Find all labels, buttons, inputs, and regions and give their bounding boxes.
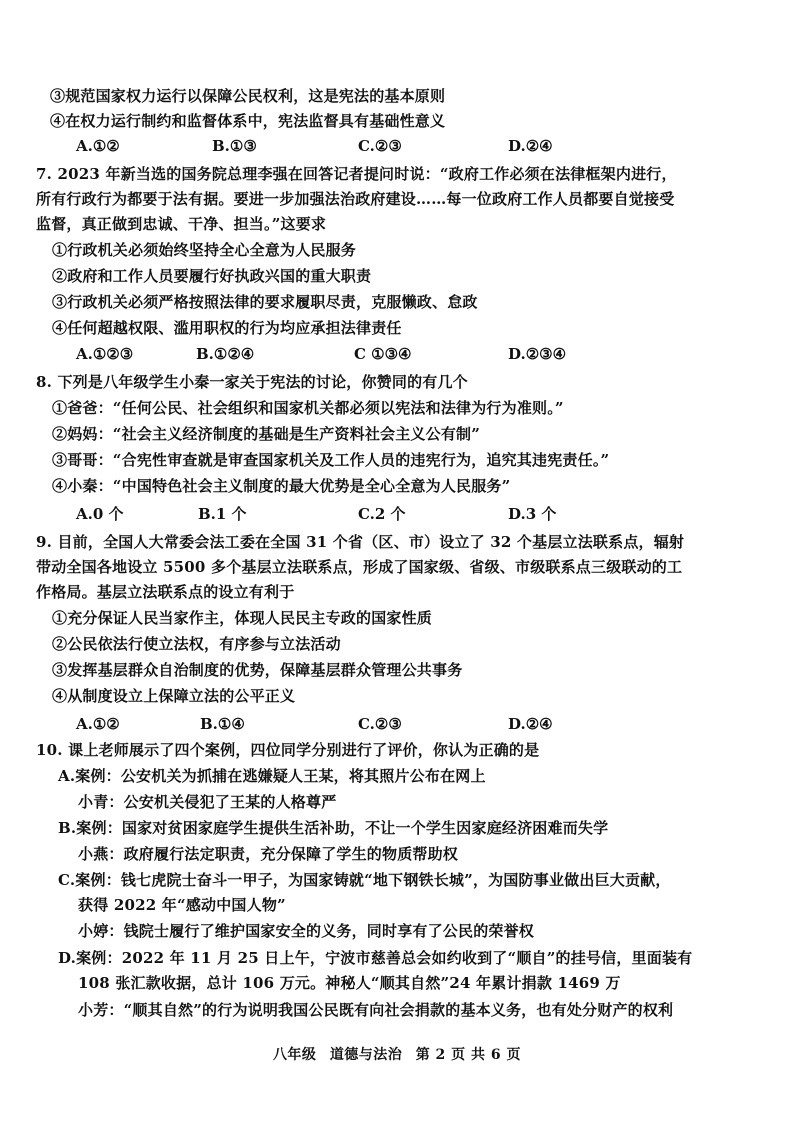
q8-option-b[interactable]: B.1 个 [198,505,247,523]
q10-c-case[interactable]: C.案例：钱七虎院士奋斗一甲子，为国家铸就“地下钢铁长城”，为国防事业做出巨大贡献， [58,871,671,889]
q9-item-4: ④从制度设立上保障立法的公平正义 [52,687,296,705]
q8-item-2: ②妈妈：“社会主义经济制度的基础是生产资料社会主义公有制” [52,425,481,443]
q6-option-c[interactable]: C.②③ [358,137,402,155]
q10-d-case[interactable]: D.案例：2022 年 11 月 25 日上午，宁波市慈善总会如约收到了“顺自”的挂号信，里面装有 [58,949,693,967]
q6-option-b[interactable]: B.①③ [212,137,257,155]
q8-option-d[interactable]: D.3 个 [508,505,557,523]
q7-option-a[interactable]: A.①②③ [76,345,134,363]
q9-stem-line-2: 带动全国各地设立 5500 多个基层立法联系点，形成了国家级、省级、市级联系点三级联动的工 [36,558,683,576]
q7-option-d[interactable]: D.②③④ [508,345,567,363]
q7-stem-line-3: 监督，真正做到忠诚、干净、担当。”这要求 [36,215,327,233]
q9-item-3: ③发挥基层群众自治制度的优势，保障基层群众管理公共事务 [52,661,463,679]
q10-stem: 10. 课上老师展示了四个案例，四位同学分别进行了评价，你认为正确的是 [36,741,540,759]
q7-stem-line-2: 所有行政行为都要于法有据。要进一步加强法治政府建设……每一位政府工作人员都要自觉接受 [36,190,675,208]
footer-page-number: 第 2 页 共 6 页 [415,1047,522,1063]
q7-item-2: ②政府和工作人员要履行好执政兴国的重大职责 [52,267,372,285]
q10-c-comment: 小婷：钱院士履行了维护国家安全的义务，同时享有了公民的荣誉权 [78,922,535,940]
q6-option-d[interactable]: D.②④ [508,137,553,155]
q7-option-b[interactable]: B.①②④ [196,345,255,363]
q9-option-d[interactable]: D.②④ [508,715,553,733]
q8-item-4: ④小秦：“中国特色社会主义制度的最大优势是全心全意为人民服务” [52,477,511,495]
q9-item-1: ①充分保证人民当家作主，体现人民民主专政的国家性质 [52,609,433,627]
q7-item-4: ④任何超越权限、滥用职权的行为均应承担法律责任 [52,319,402,337]
q9-option-b[interactable]: B.①④ [200,715,245,733]
q9-option-c[interactable]: C.②③ [358,715,402,733]
q7-item-1: ①行政机关必须始终坚持全心全意为人民服务 [52,241,357,259]
q9-option-a[interactable]: A.①② [76,715,120,733]
footer-grade: 八年级 [272,1047,317,1063]
q10-b-case[interactable]: B.案例：国家对贫困家庭学生提供生活补助，不让一个学生因家庭经济困难而失学 [58,819,609,837]
q9-stem-line-1: 9. 目前，全国人大常委会法工委在全国 31 个省（区、市）设立了 32 个基层立法联系点，辐射 [36,533,685,551]
q10-a-case[interactable]: A.案例：公安机关为抓捕在逃嫌疑人王某，将其照片公布在网上 [58,767,486,785]
q8-option-a[interactable]: A.0 个 [76,505,124,523]
q8-option-c[interactable]: C.2 个 [358,505,406,523]
q7-option-c[interactable]: C ①③④ [354,345,412,363]
q10-c-case-cont: 获得 2022 年“感动中国人物” [78,896,286,914]
q9-stem-line-3: 作格局。基层立法联系点的设立有利于 [36,583,295,601]
q6-item-4: ④在权力运行制约和监督体系中，宪法监督具有基础性意义 [50,112,446,130]
q7-stem-line-1: 7. 2023 年新当选的国务院总理李强在回答记者提问时说：“政府工作必须在法律框架内进行， [36,165,677,183]
q10-d-case-cont: 108 张汇款收据，总计 106 万元。神秘人“顺其自然”24 年累计捐款 1469 万 [78,974,621,992]
q10-d-comment: 小芳：“顺其自然”的行为说明我国公民既有向社会捐款的基本义务，也有处分财产的权利 [78,1001,674,1019]
page-footer [0,1044,794,1064]
q10-b-comment: 小燕：政府履行法定职责，充分保障了学生的物质帮助权 [78,845,459,863]
q8-item-3: ③哥哥：“合宪性审查就是审查国家机关及工作人员的违宪行为，追究其违宪责任。” [52,451,610,469]
q9-item-2: ②公民依法行使立法权，有序参与立法活动 [52,635,341,653]
q8-stem: 8. 下列是八年级学生小秦一家关于宪法的讨论，你赞同的有几个 [36,373,468,391]
footer-subject: 道德与法治 [329,1047,403,1063]
q8-item-1: ①爸爸：“任何公民、社会组织和国家机关都必须以宪法和法律为行为准则。” [52,399,564,417]
q7-item-3: ③行政机关必须严格按照法律的要求履职尽责，克服懒政、怠政 [52,293,478,311]
q10-a-comment: 小青：公安机关侵犯了王某的人格尊严 [78,793,337,811]
q6-option-a[interactable]: A.①② [76,137,120,155]
q6-item-3: ③规范国家权力运行以保障公民权利，这是宪法的基本原则 [50,87,446,105]
